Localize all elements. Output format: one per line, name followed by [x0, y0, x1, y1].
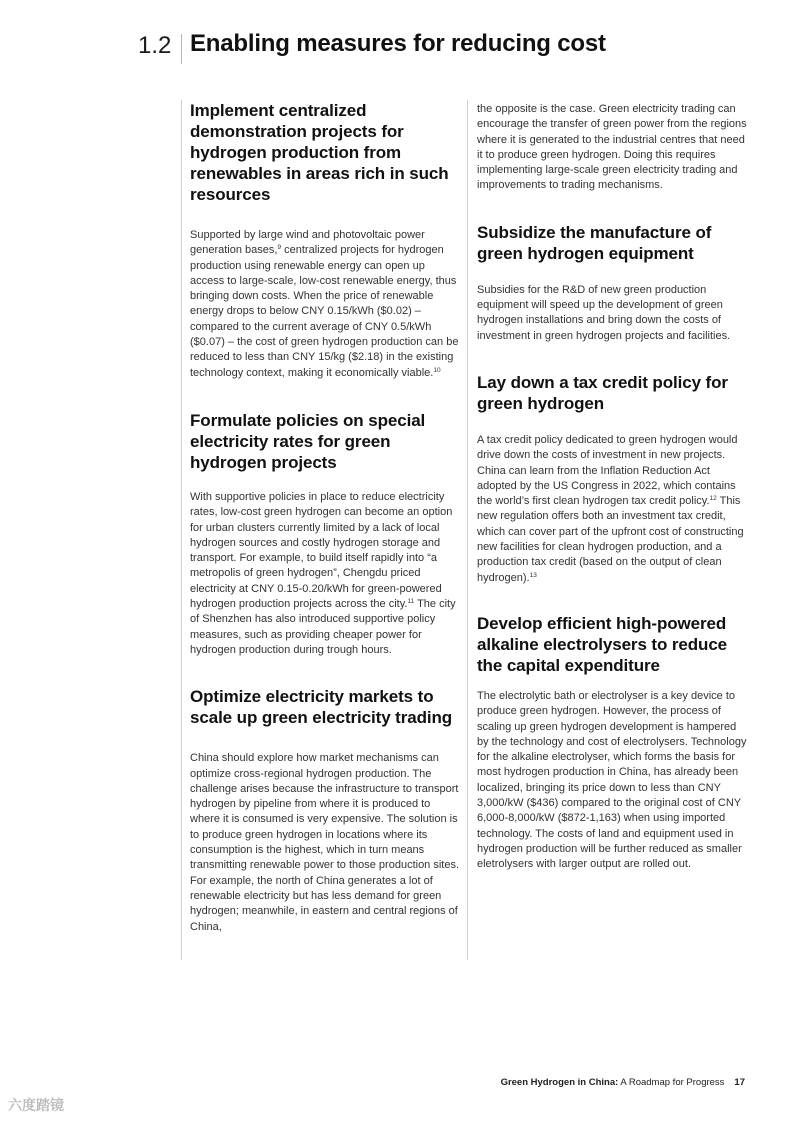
heading-subsidize-equipment: Subsidize the manufacture of green hydrogen equipment: [477, 222, 712, 263]
heading-electricity-rates: Formulate policies on special electricity rates for green hydrogen projects: [190, 410, 426, 472]
left-column-rule: [181, 100, 182, 960]
paragraph-continuation: the opposite is the case. Green electricity trading can encourage the transfer of green power from the regions where it is generated to the industrial centres that need it to produce green hydrogen. Doing this requires implementing large-scale green electricity trading and improvements to trading mechanisms.: [477, 103, 747, 192]
heading-centralized-projects: Implement centralized demonstration projects for hydrogen production from renewables in areas rich in such resources: [190, 101, 449, 204]
left-column: [190, 100, 462, 935]
footer-title-bold: Green Hydrogen in China:: [500, 1077, 619, 1088]
title-divider: [181, 34, 182, 64]
footnote-ref: 11: [407, 598, 415, 606]
middle-column-rule: [467, 100, 468, 960]
page-number: 17: [734, 1077, 745, 1088]
paragraph-subsidize-equipment: Subsidies for the R&D of new green production equipment will speed up the development of green hydrogen installations and bring down the costs of investment in green hydrogen projects and facilities.: [477, 283, 731, 342]
paragraph-centralized-projects: Supported by large wind and photovoltaic power generation bases,$^9$ centralized projects for hydrogen production using renewable energy can open up access to large-scale, low-cost renewable energy, thus bringing down costs. When the price of renewable energy drops to below CNY 0.15/kWh ($0.02) – compared to the current average of CNY 0.5/kWh ($0.07) – the cost of green hydrogen production can be reduced to less than CNY 15/kg ($2.18) in the existing technology context, making it economically viable.$^{10}$: [190, 229, 459, 379]
heading-electricity-markets: Optimize electricity markets to scale up green electricity trading: [190, 687, 453, 728]
right-column: [477, 102, 749, 873]
heading-alkaline-electrolysers: Develop efficient high-powered alkaline electrolysers to reduce the capital expenditure: [477, 613, 728, 675]
paragraph-electricity-rates: With supportive policies in place to reduce electricity rates, low-cost green hydrogen can become an option for urban clusters currently limited by a lack of local hydrogen sources and costly hydrogen storage and transport. For example, to build itself rapidly into “a metropolis of green hydrogen”, Chengdu priced electricity at CNY 0.15-0.20/kWh for green-powered hydrogen production projects across the city.$^{11}$ The city of Shenzhen has also introduced supportive policy measures, such as providing cheaper power for hydrogen production during trough hours.: [190, 490, 456, 656]
page-footer: [501, 1077, 745, 1088]
footnote-ref: 10: [433, 366, 441, 374]
watermark: 六度踏镜: [8, 1097, 64, 1113]
footnote-ref: 9: [277, 244, 282, 252]
footnote-ref: 13: [529, 571, 537, 579]
section-number: 1.2: [138, 32, 172, 59]
footer-title-rest: A Roadmap for Progress: [618, 1077, 725, 1088]
page-title: Enabling measures for reducing cost: [190, 30, 606, 57]
paragraph-electricity-markets: China should explore how market mechanisms can optimize cross-regional hydrogen production. The challenge arises because the infrastructure to transport hydrogen by pipeline from where it is produced to where it is consumed is very expensive. The solution is to produce green hydrogen in locations where its consumption is the highest, which in turn means transmitting renewable power to those production sites. For example, the north of China generates a lot of renewable electricity but has less demand for green hydrogen; meanwhile, in eastern and central regions of China,: [190, 752, 460, 933]
heading-tax-credit: Lay down a tax credit policy for green hydrogen: [477, 372, 728, 413]
paragraph-tax-credit: A tax credit policy dedicated to green hydrogen would drive down the costs of investment in new projects. China can learn from the Inflation Reduction Act adopted by the US Congress in 2022, which contains the world’s first clean hydrogen tax credit policy.$^{12}$ This new regulation offers both an investment tax credit, which can cover part of the upfront cost of constructing new facilities for clean hydrogen production, and a production tax credit (based on the output of clean hydrogen).$^{13}$: [477, 433, 744, 584]
footnote-ref: 12: [709, 495, 717, 503]
paragraph-alkaline-electrolysers: The electrolytic bath or electrolyser is a key device to produce green hydrogen. However, the process of scaling up green hydrogen development is hampered by the technology and cost of electrolysers. Technology for the alkaline electrolyser, which forms the basis for most hydrogen production in China, has already been localized, bringing its price down to less than CNY 3,000/kW ($436) compared to the original cost of CNY 6,000-8,000/kW ($872-1,163) when using imported technology. The costs of land and equipment used in hydrogen production will be further reduced as smaller eletrolysers with larger output are rolled out.: [477, 689, 747, 871]
